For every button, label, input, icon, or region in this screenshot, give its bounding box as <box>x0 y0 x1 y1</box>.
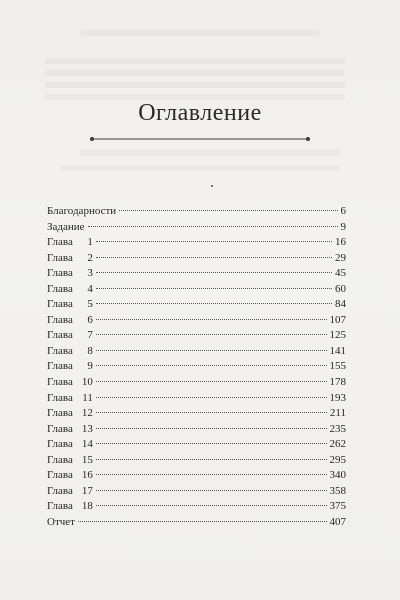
toc-entry <box>47 375 346 391</box>
toc-entry-title: Глава <box>47 407 73 420</box>
toc-entry <box>47 297 346 313</box>
toc-leader-dots <box>96 411 327 413</box>
toc-entry-number: 16 <box>81 469 93 482</box>
toc-entry-label <box>47 422 93 438</box>
toc-entry <box>47 437 346 453</box>
toc-entry <box>47 313 346 329</box>
toc-entry <box>47 359 346 375</box>
toc-entry-label <box>47 235 93 251</box>
toc-entry-label <box>47 220 85 236</box>
toc-entry-title: Благодарности <box>47 205 117 217</box>
toc-entry-label <box>47 359 93 375</box>
page-title: Оглавление <box>138 100 262 126</box>
toc-entry-label <box>47 251 93 267</box>
toc-entry-page: 178 <box>329 376 346 389</box>
toc-leader-dots <box>96 333 327 335</box>
toc-entry <box>47 499 346 515</box>
toc-entry-title: Глава <box>47 391 73 404</box>
toc-entry <box>47 235 346 251</box>
toc-entry <box>47 282 346 298</box>
toc-entry <box>47 422 346 438</box>
toc-entry-page: 235 <box>329 422 346 435</box>
toc-leader-dots <box>96 504 327 506</box>
toc-entry-number: 5 <box>87 298 93 311</box>
toc-entry <box>47 468 346 484</box>
toc-entry-label <box>47 204 116 220</box>
toc-entry <box>47 251 346 267</box>
toc-entry-number: 15 <box>81 453 93 466</box>
toc-entry-page: 6 <box>340 205 346 217</box>
toc-entry-label <box>47 406 93 422</box>
toc-entry <box>47 344 346 360</box>
toc-leader-dots <box>88 225 338 227</box>
toc-entry-number: 3 <box>87 267 93 280</box>
toc-entry-number: 2 <box>87 251 93 264</box>
toc-entry-label <box>47 484 93 500</box>
toc-leader-dots <box>96 349 327 351</box>
toc-entry-number: 13 <box>81 422 93 435</box>
toc-entry-number: 7 <box>87 329 93 342</box>
toc-entry-title: Глава <box>47 438 73 451</box>
toc-entry <box>47 391 346 407</box>
toc-entry-label <box>47 344 93 360</box>
toc-entry-page: 155 <box>329 360 346 373</box>
toc-leader-dots <box>96 380 327 382</box>
toc-entry-number: 8 <box>87 344 93 357</box>
toc-entry-label <box>47 375 93 391</box>
toc-leader-dots <box>96 396 327 398</box>
toc-entry-title: Глава <box>47 344 73 357</box>
toc-leader-dots <box>96 473 327 475</box>
toc-entry-label <box>47 297 93 313</box>
toc-entry-page: 193 <box>329 391 346 404</box>
toc-entry-page: 16 <box>335 236 346 249</box>
toc-entry-title: Глава <box>47 376 73 389</box>
toc-leader-dots <box>96 256 332 258</box>
toc-entry-title: Глава <box>47 422 73 435</box>
toc-entry <box>47 266 346 282</box>
toc-entry <box>47 453 346 469</box>
toc-entry-page: 407 <box>329 515 346 528</box>
show-through-line <box>60 165 340 171</box>
toc-entry-number: 18 <box>81 500 93 513</box>
toc-entry-label <box>47 282 93 298</box>
toc-entry-label <box>47 391 93 407</box>
toc-leader-dots <box>96 271 332 273</box>
toc-leader-dots <box>119 209 337 211</box>
table-of-contents <box>47 204 346 530</box>
toc-leader-dots <box>96 364 327 366</box>
toc-leader-dots <box>96 287 332 289</box>
toc-entry-title: Глава <box>47 469 73 482</box>
toc-entry-title: Глава <box>47 484 73 497</box>
toc-leader-dots <box>96 489 327 491</box>
toc-entry-number: 4 <box>87 282 93 295</box>
toc-leader-dots <box>78 520 327 522</box>
toc-entry <box>47 406 346 422</box>
toc-entry <box>47 204 346 220</box>
toc-entry-number: 10 <box>81 376 93 389</box>
toc-entry-number: 6 <box>87 313 93 326</box>
ink-fleck <box>211 185 213 187</box>
toc-entry-title: Глава <box>47 453 73 466</box>
toc-leader-dots <box>96 458 327 460</box>
title-ornament <box>88 133 312 145</box>
toc-entry-number: 14 <box>81 438 93 451</box>
toc-entry-title: Глава <box>47 329 73 342</box>
toc-entry-page: 211 <box>329 407 346 420</box>
toc-entry <box>47 515 346 531</box>
toc-entry-page: 340 <box>329 469 346 482</box>
toc-leader-dots <box>96 442 327 444</box>
toc-entry-page: 84 <box>335 298 346 311</box>
toc-entry-title: Глава <box>47 360 73 373</box>
toc-entry-number: 12 <box>81 407 93 420</box>
show-through-line <box>80 150 340 156</box>
toc-entry-label <box>47 468 93 484</box>
show-through-line <box>45 70 345 76</box>
toc-entry-page: 141 <box>329 344 346 357</box>
toc-entry-number: 11 <box>82 391 93 404</box>
toc-leader-dots <box>96 318 327 320</box>
toc-entry-page: 9 <box>340 220 346 233</box>
toc-leader-dots <box>96 427 327 429</box>
toc-entry-page: 375 <box>329 500 346 513</box>
toc-entry-page: 107 <box>329 313 346 326</box>
show-through-line <box>45 82 345 88</box>
toc-entry-title: Глава <box>47 251 73 264</box>
toc-entry-label <box>47 328 93 344</box>
toc-entry-title: Глава <box>47 267 73 280</box>
toc-entry-label <box>47 499 93 515</box>
toc-entry-title: Задание <box>47 220 85 233</box>
toc-entry-label <box>47 313 93 329</box>
toc-entry-title: Глава <box>47 313 73 326</box>
toc-entry-number: 1 <box>87 236 93 249</box>
toc-entry-title: Глава <box>47 236 73 249</box>
toc-entry-label <box>47 437 93 453</box>
toc-entry-page: 295 <box>329 453 346 466</box>
toc-entry-page: 60 <box>335 282 346 295</box>
toc-entry-title: Глава <box>47 298 73 311</box>
toc-entry-label <box>47 515 75 531</box>
toc-entry-page: 45 <box>335 267 346 280</box>
toc-entry-page: 262 <box>329 438 346 451</box>
toc-leader-dots <box>96 240 332 242</box>
toc-entry-number: 17 <box>81 484 93 497</box>
toc-entry-page: 125 <box>329 329 346 342</box>
toc-entry <box>47 220 346 236</box>
toc-entry-page: 29 <box>335 251 346 264</box>
toc-entry-title: Отчет <box>47 515 75 528</box>
toc-entry-page: 358 <box>329 484 346 497</box>
toc-entry-number: 9 <box>87 360 93 373</box>
toc-entry-label <box>47 266 93 282</box>
toc-entry-label <box>47 453 93 469</box>
show-through-line <box>80 30 320 36</box>
toc-entry-title: Глава <box>47 282 73 295</box>
toc-entry <box>47 484 346 500</box>
show-through-line <box>45 58 345 64</box>
toc-entry-title: Глава <box>47 500 73 513</box>
toc-leader-dots <box>96 302 332 304</box>
toc-entry <box>47 328 346 344</box>
